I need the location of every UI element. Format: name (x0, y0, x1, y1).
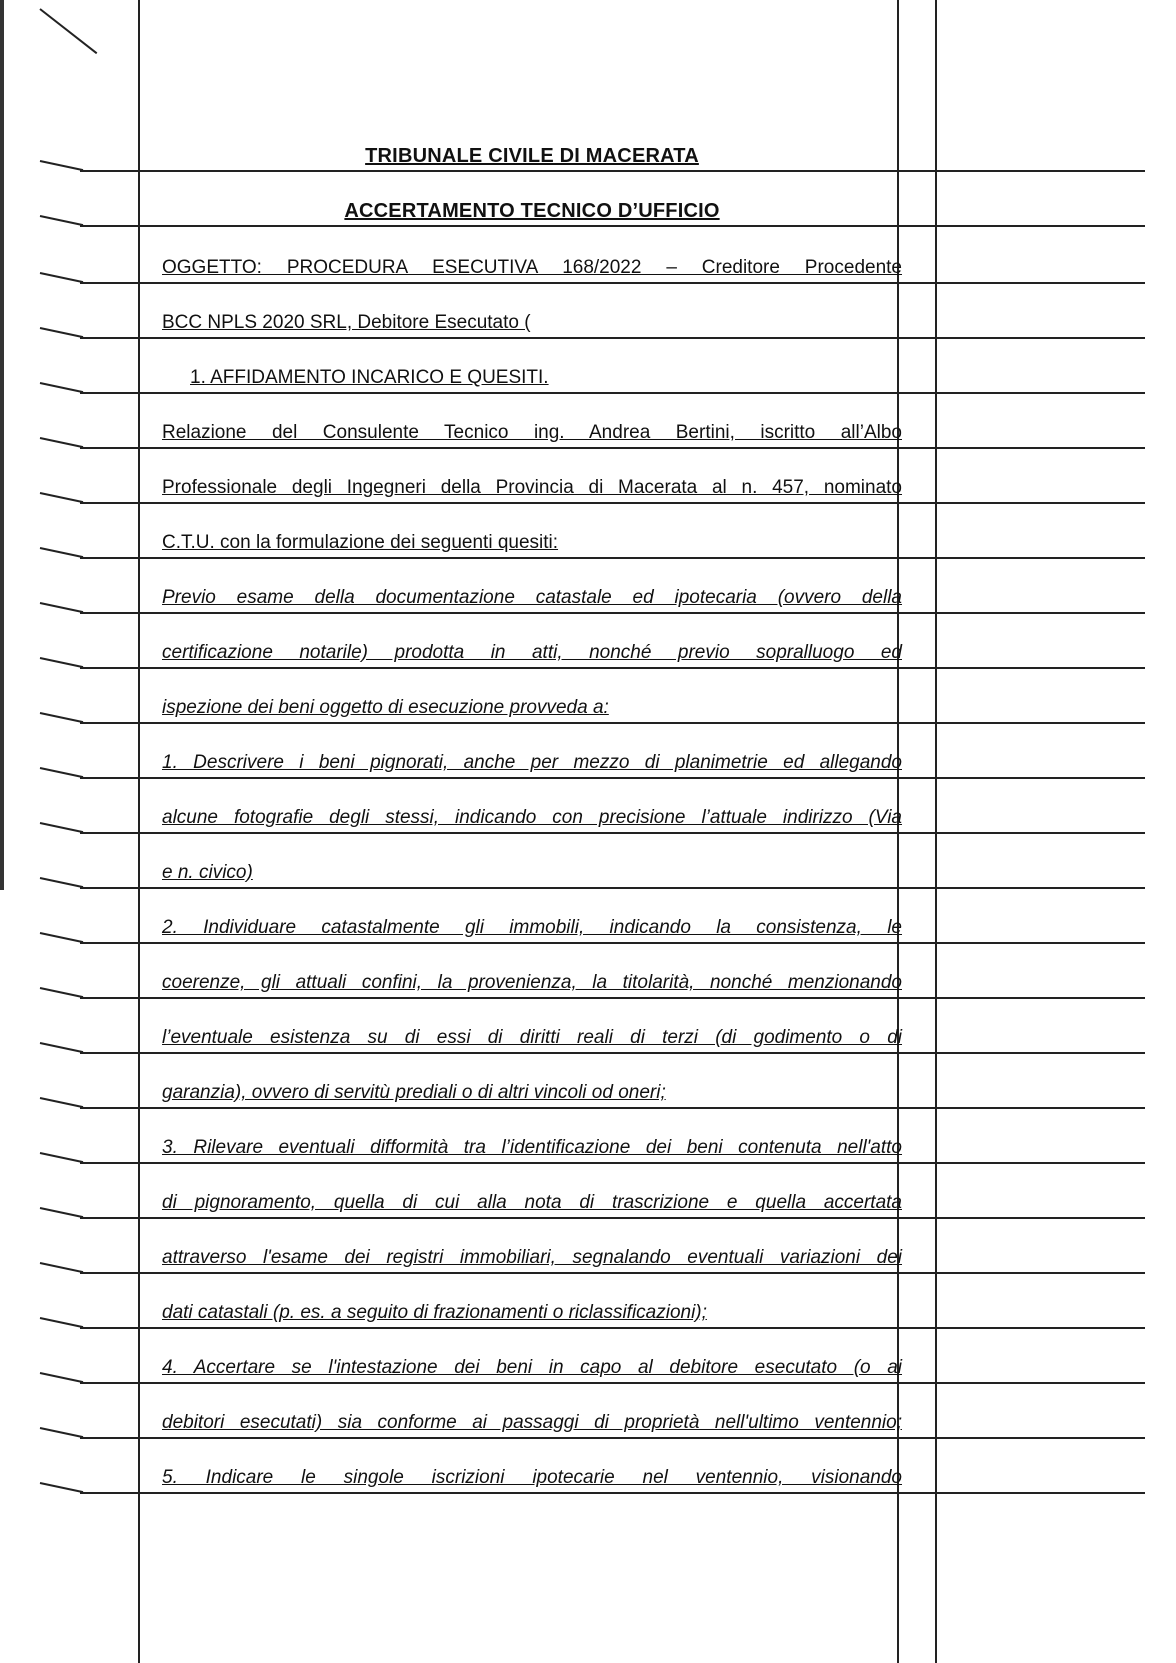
body-line (162, 751, 902, 775)
margin-curve (40, 1097, 83, 1108)
body-line-text: e n. civico) (162, 862, 253, 883)
margin-curve (40, 215, 83, 226)
ruled-line (80, 1107, 1145, 1109)
margin-curve (40, 1042, 83, 1053)
body-line (162, 916, 902, 940)
body-line (162, 806, 902, 830)
body-line-text: di pignoramento, quella di cui alla nota di trascrizione e quella accertata (162, 1192, 902, 1213)
body-line-text: Professionale degli Ingegneri della Provincia di Macerata al n. 457, nominato (162, 477, 902, 498)
body-line-text: coerenze, gli attuali confini, la provenienza, la titolarità, nonché menzionando (162, 972, 902, 993)
body-line-text: 2. Individuare catastalmente gli immobili, indicando la consistenza, le (162, 917, 902, 938)
margin-curve (40, 547, 83, 558)
body-line-text: attraverso l'esame dei registri immobiliari, segnalando eventuali variazioni dei (162, 1247, 902, 1268)
ruled-line (80, 225, 1145, 227)
body-line-text: 4. Accertare se l'intestazione dei beni in capo al debitore esecutato (o ai (162, 1357, 902, 1378)
margin-curve (40, 1152, 83, 1163)
body-line (162, 311, 902, 335)
ruled-line (80, 777, 1145, 779)
body-line-text: debitori esecutati) sia conforme ai passaggi di proprietà nell'ultimo ventennio; (162, 1412, 902, 1433)
margin-curve (40, 822, 83, 833)
body-line (162, 1026, 902, 1050)
margin-curve (40, 437, 83, 448)
ruled-line (80, 1272, 1145, 1274)
ruled-line (80, 392, 1145, 394)
margin-curve (40, 327, 83, 338)
body-line-text: alcune fotografie degli stessi, indicando con precisione l’attuale indirizzo (Via (162, 807, 902, 828)
margin-curve (40, 712, 83, 723)
margin-curve (40, 1372, 83, 1383)
body-line (162, 1081, 902, 1105)
report-title-text: ACCERTAMENTO TECNICO D’UFFICIO (344, 200, 720, 222)
corner-slash (39, 8, 97, 54)
body-line-text: C.T.U. con la formulazione dei seguenti quesiti: (162, 532, 559, 553)
ruled-line (80, 447, 1145, 449)
body-line (162, 421, 902, 445)
margin-curve (40, 657, 83, 668)
margin-curve (40, 1262, 83, 1273)
body-line-text: 3. Rilevare eventuali difformità tra l’identificazione dei beni contenuta nell'atto (162, 1137, 902, 1158)
ruled-line (80, 667, 1145, 669)
margin-curve (40, 877, 83, 888)
body-line-text: BCC NPLS 2020 SRL, Debitore Esecutato ( (162, 312, 531, 333)
ruled-line (80, 1437, 1145, 1439)
body-line (162, 971, 902, 995)
margin-curve (40, 1207, 83, 1218)
margin-curve (40, 987, 83, 998)
body-line (162, 256, 902, 280)
body-line (162, 1356, 902, 1380)
body-line (162, 1246, 902, 1270)
margin-curve (40, 602, 83, 613)
body-line (162, 1466, 902, 1490)
ruled-line (80, 1162, 1145, 1164)
body-line-text: 1. Descrivere i beni pignorati, anche per mezzo di planimetrie ed allegando (162, 752, 902, 773)
ruled-line (80, 557, 1145, 559)
ruled-line (80, 1217, 1145, 1219)
margin-curve (40, 160, 83, 171)
margin-curve (40, 492, 83, 503)
ruled-line (80, 1052, 1145, 1054)
margin-curve (40, 382, 83, 393)
ruled-line (80, 612, 1145, 614)
body-line (162, 1301, 902, 1325)
scan-edge (0, 0, 4, 890)
body-line (162, 531, 902, 555)
margin-curve (40, 767, 83, 778)
margin-curve (40, 932, 83, 943)
body-line-text: garanzia), ovvero di servitù prediali o di altri vincoli od oneri; (162, 1082, 666, 1103)
body-line (162, 861, 902, 885)
body-line (162, 641, 902, 665)
body-line-text: ispezione dei beni oggetto di esecuzione provveda a: (162, 697, 609, 718)
report-title (162, 200, 902, 223)
ruled-line (80, 170, 1145, 172)
ruled-line (80, 282, 1145, 284)
court-title-text: TRIBUNALE CIVILE DI MACERATA (365, 145, 699, 167)
body-line (162, 476, 902, 500)
ruled-line (80, 1382, 1145, 1384)
body-line-text: certificazione notarile) prodotta in atti, nonché previo sopralluogo ed (162, 642, 902, 663)
ruled-line (80, 942, 1145, 944)
body-line (162, 586, 902, 610)
ruled-line (80, 887, 1145, 889)
margin-curve (40, 1482, 83, 1493)
ruled-line (80, 997, 1145, 999)
margin-curve (40, 272, 83, 283)
body-line (190, 366, 902, 390)
ruled-line (80, 832, 1145, 834)
body-line-text: dati catastali (p. es. a seguito di frazionamenti o riclassificazioni); (162, 1302, 707, 1323)
ruled-line (80, 1492, 1145, 1494)
ruled-line (80, 722, 1145, 724)
body-line-text: Previo esame della documentazione catastale ed ipotecaria (ovvero della (162, 587, 902, 608)
body-line (162, 1136, 902, 1160)
body-line (162, 1191, 902, 1215)
body-line-text: Relazione del Consulente Tecnico ing. Andrea Bertini, iscritto all’Albo (162, 422, 902, 443)
body-line (162, 696, 902, 720)
body-line-text: l’eventuale esistenza su di essi di diritti reali di terzi (di godimento o di (162, 1027, 902, 1048)
ruled-line (80, 337, 1145, 339)
body-line-text: 1. AFFIDAMENTO INCARICO E QUESITI. (190, 367, 549, 388)
ruled-line (80, 1327, 1145, 1329)
margin-curve (40, 1317, 83, 1328)
court-title (162, 145, 902, 168)
body-line-text: OGGETTO: PROCEDURA ESECUTIVA 168/2022 – Creditore Procedente (162, 257, 902, 278)
body-line-text: 5. Indicare le singole iscrizioni ipotecarie nel ventennio, visionando (162, 1467, 902, 1488)
body-line (162, 1411, 902, 1435)
ruled-line (80, 502, 1145, 504)
margin-curve (40, 1427, 83, 1438)
